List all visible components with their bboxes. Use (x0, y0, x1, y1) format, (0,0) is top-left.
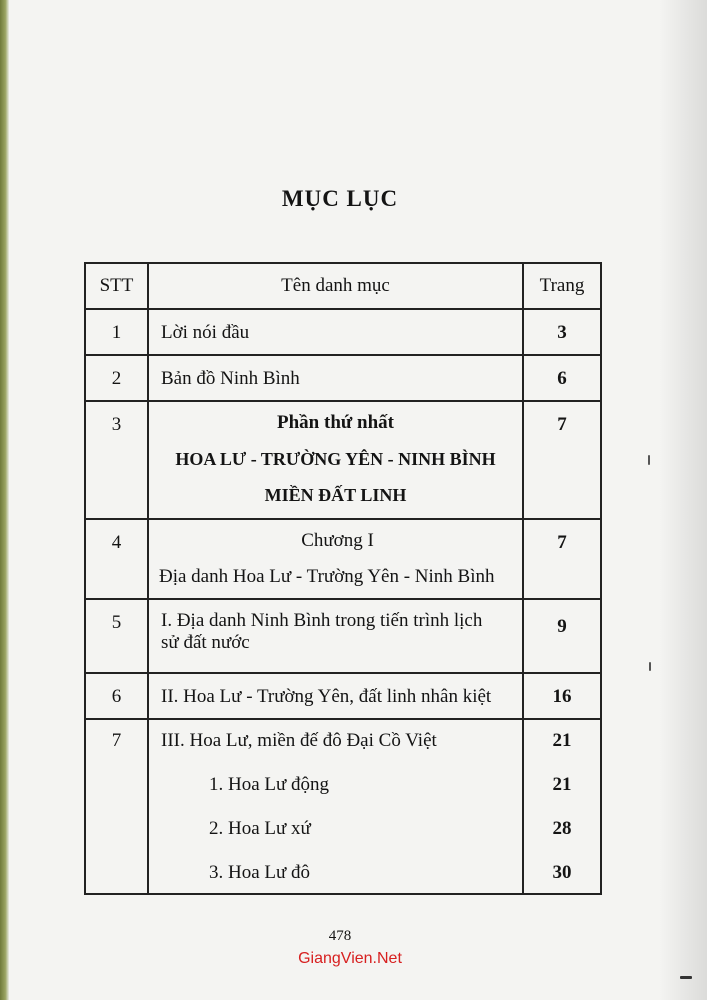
row-page: 30 (552, 862, 572, 883)
row-title (148, 673, 523, 719)
page-number: 478 (328, 928, 352, 944)
table-row (85, 673, 601, 719)
row-title-line: HOA LƯ - TRƯỜNG YÊN - NINH BÌNH (175, 449, 496, 469)
row-page: 21 (552, 774, 572, 795)
row-page: 3 (523, 309, 601, 355)
row-stt: 6 (85, 673, 148, 719)
row-title-line: Địa danh Hoa Lư - Trường Yên - Ninh Bình (159, 566, 495, 587)
header-page: Trang (523, 263, 601, 309)
scan-speck (649, 662, 651, 671)
row-stt: 5 (85, 599, 148, 673)
toc-table (84, 262, 602, 895)
row-pages (523, 719, 601, 894)
row-page: 7 (523, 401, 601, 519)
row-title-line: 3. Hoa Lư đô (209, 862, 311, 883)
row-title (148, 355, 523, 401)
row-stt: 1 (85, 309, 148, 355)
row-title-line: MIỀN ĐẤT LINH (264, 485, 407, 505)
table-row (85, 599, 601, 673)
row-page: 9 (523, 599, 601, 673)
header-stt: STT (85, 263, 148, 309)
row-stt: 7 (85, 719, 148, 894)
row-page: 7 (523, 519, 601, 599)
row-stt: 3 (85, 401, 148, 519)
row-title-line: 2. Hoa Lư xứ (209, 818, 311, 839)
table-row (85, 401, 601, 519)
row-page: 16 (523, 673, 601, 719)
row-title (148, 519, 523, 599)
row-stt: 4 (85, 519, 148, 599)
row-title-line: sử đất nước (161, 632, 250, 653)
table-row (85, 519, 601, 599)
row-title-line: Lời nói đầu (161, 322, 250, 343)
row-page: 21 (552, 730, 572, 751)
scan-speck (680, 976, 692, 979)
row-title-line: 1. Hoa Lư động (209, 774, 330, 795)
page-edge (0, 0, 9, 1000)
row-title-line: Phần thứ nhất (277, 412, 394, 433)
header-name: Tên danh mục (148, 263, 523, 309)
table-row (85, 355, 601, 401)
row-title-line: I. Địa danh Ninh Bình trong tiến trình lịch (161, 610, 483, 631)
table-row (85, 309, 601, 355)
row-title-line: II. Hoa Lư - Trường Yên, đất linh nhân kiệt (161, 686, 492, 707)
watermark: GiangVien.Net (298, 950, 402, 967)
row-title-line: Bản đồ Ninh Bình (161, 368, 300, 389)
table-header-row (85, 263, 601, 309)
table-row (85, 719, 601, 894)
row-title-line: III. Hoa Lư, miền đế đô Đại Cồ Việt (161, 730, 437, 751)
row-page: 28 (552, 818, 572, 839)
row-title-line: Chương I (301, 530, 374, 551)
row-title (148, 401, 523, 519)
row-page: 6 (523, 355, 601, 401)
row-title (148, 599, 523, 673)
page-shadow (659, 0, 707, 1000)
row-title (148, 309, 523, 355)
page-title: MỤC LỤC (281, 186, 399, 211)
row-stt: 2 (85, 355, 148, 401)
row-title (148, 719, 523, 894)
scan-speck (648, 455, 650, 465)
